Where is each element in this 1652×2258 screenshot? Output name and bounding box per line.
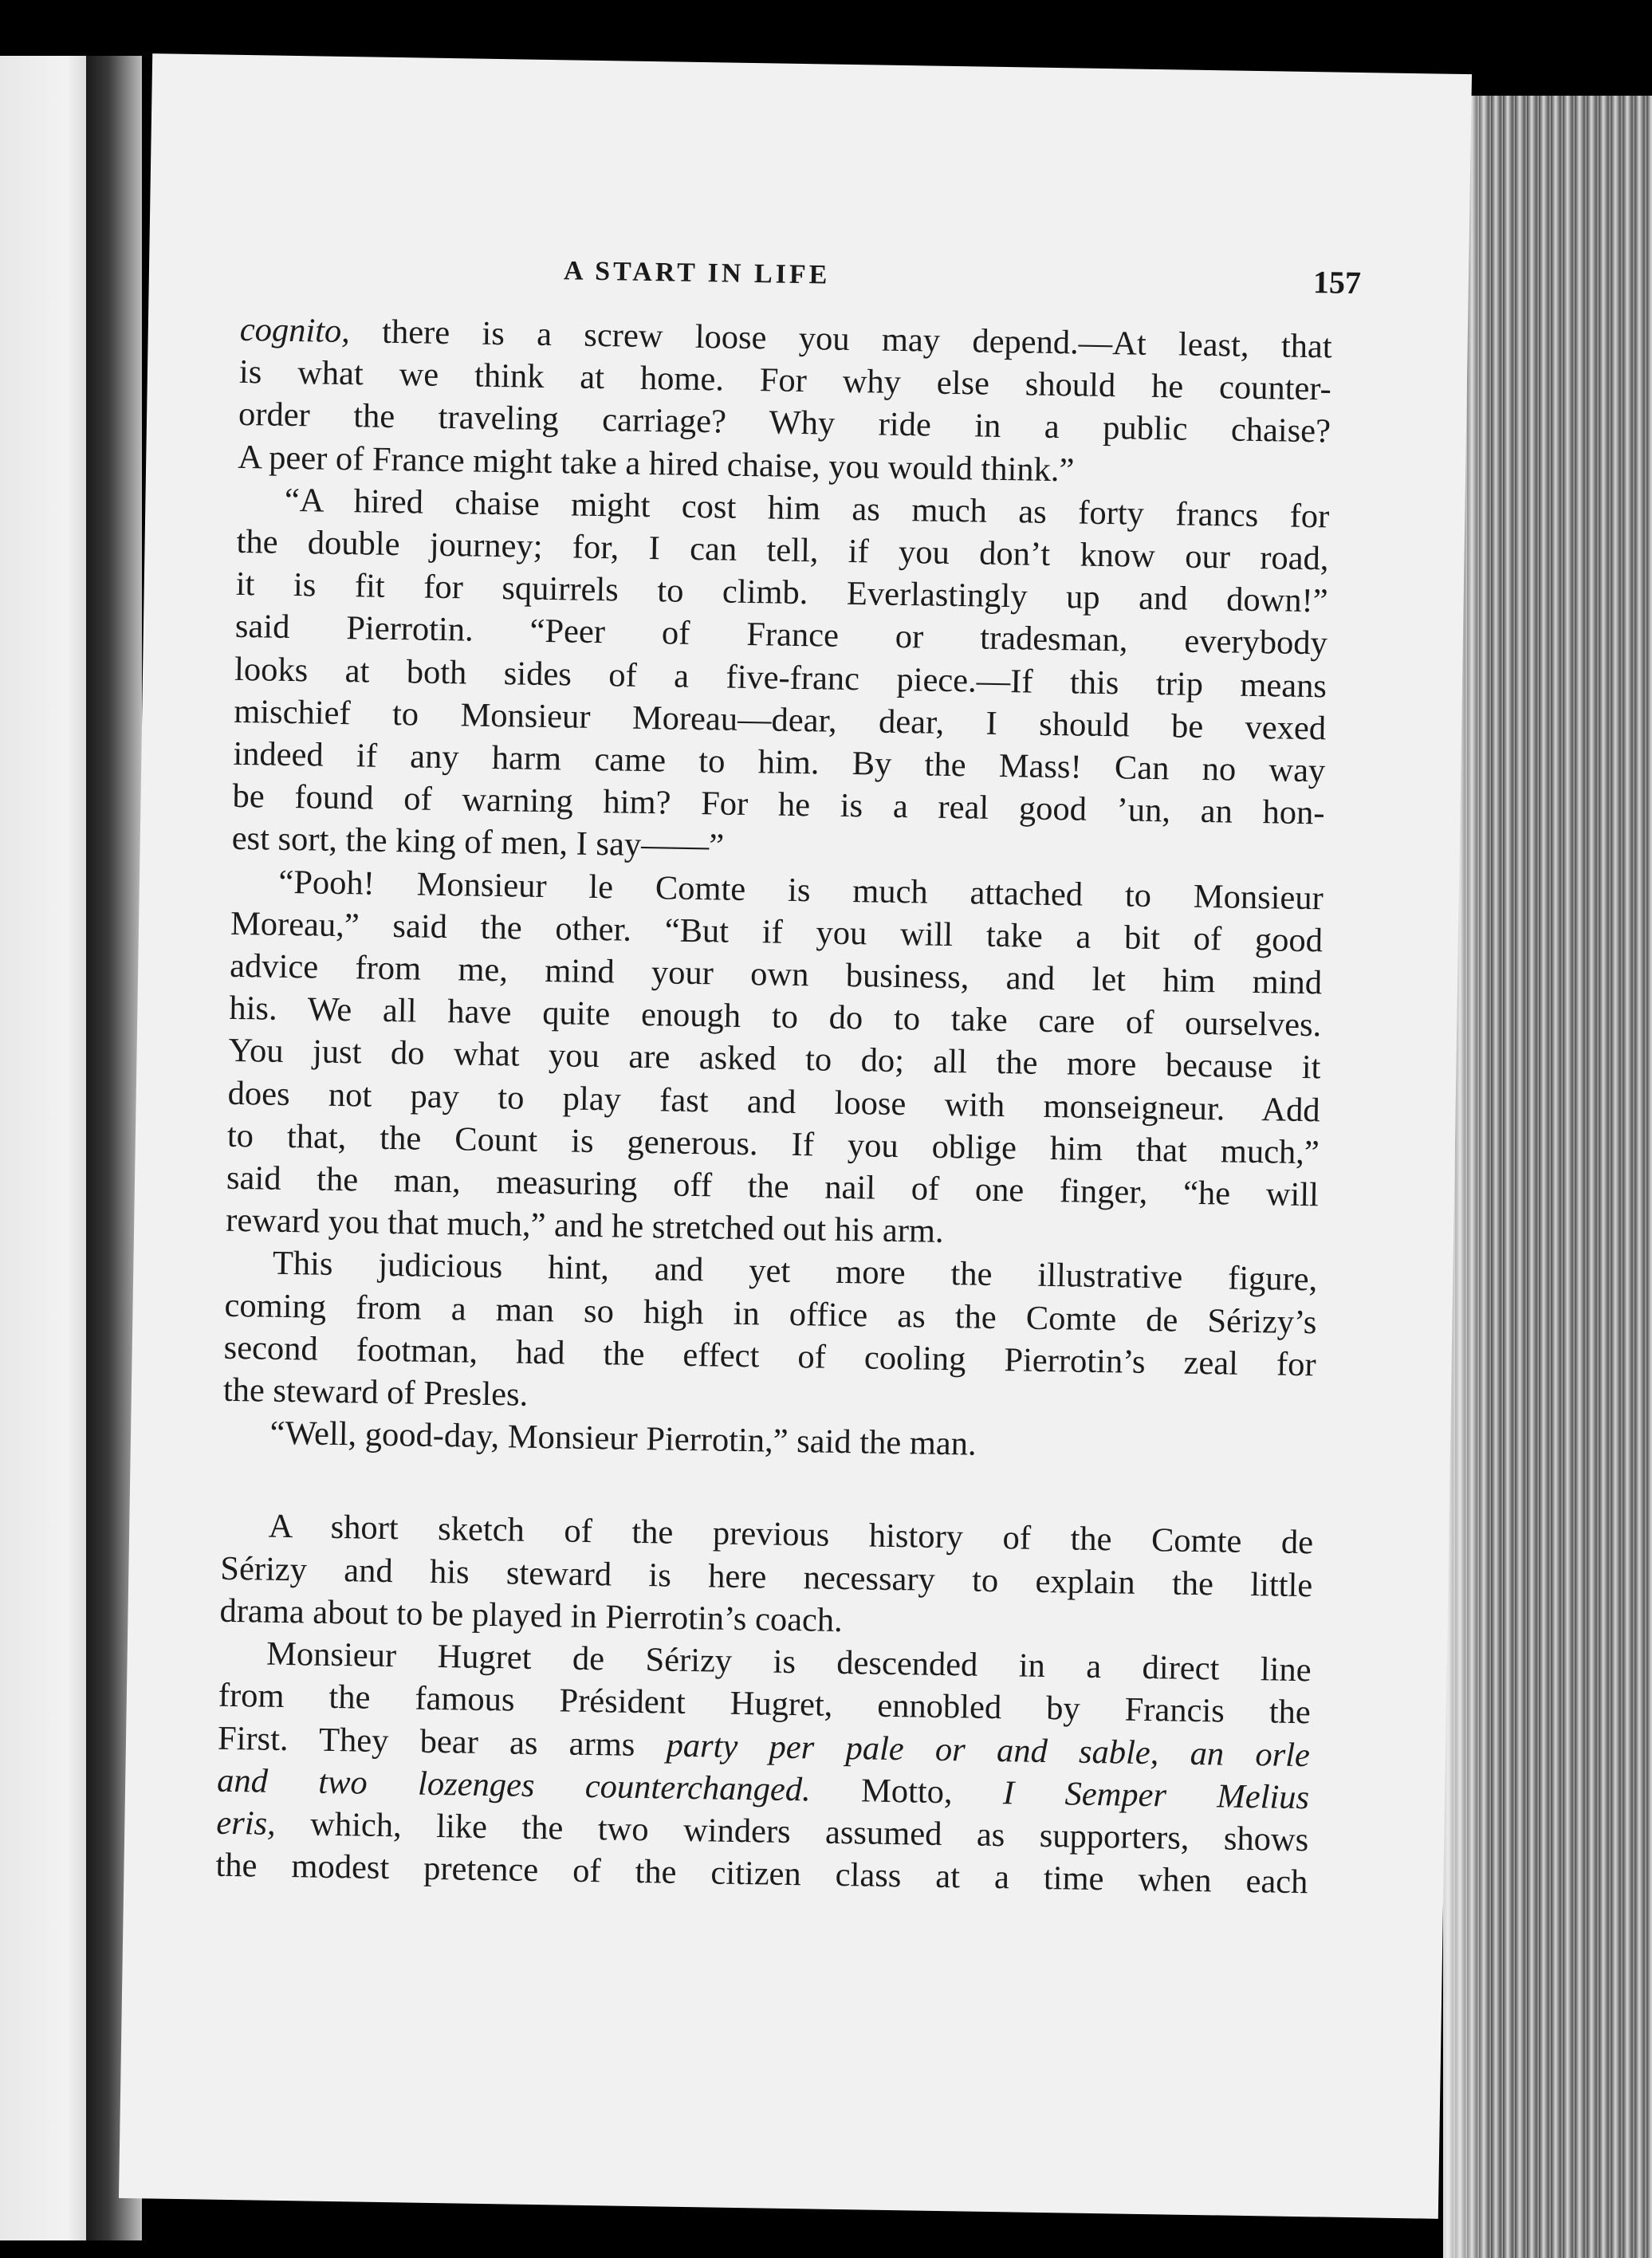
text-run: second footman, had the effect of cooling Pierrotin’s zeal for (223, 1328, 1316, 1384)
text-run: “Pooh! Monsieur le Comte is much attached to Monsieur (278, 863, 1324, 918)
text-run: “A hired chaise might cost him as much as forty francs for (284, 481, 1330, 536)
text-run: to that, the Count is generous. If you oblige him that much,” (226, 1116, 1320, 1172)
text-run: be found of warning him? For he is a real good ’un, an hon- (232, 777, 1325, 832)
text-run: his. We all have quite enough to do to take care of ourselves. (229, 989, 1322, 1044)
text-run: Monsieur Hugret de Sérizy is descended in a direct line (266, 1634, 1312, 1690)
text-run: coming from a man so high in office as the Comte de Sérizy’s (224, 1286, 1317, 1341)
text-run: there is a screw loose you may depend.—At least, that (349, 313, 1333, 366)
text-run: the modest pretence of the citizen class at a time when each (215, 1846, 1308, 1902)
text-run: indeed if any harm came to him. By the Mass! Can no way (233, 734, 1326, 790)
running-head: A START IN LIFE (563, 256, 831, 290)
italic-text: party per pale or and sable, an orle (666, 1726, 1311, 1774)
paragraph (231, 478, 1329, 877)
text-run: which, like the two winders assumed as supporters, shows (275, 1804, 1309, 1859)
text-run: it is fit for squirrels to climb. Everlastingly up and down!” (235, 565, 1328, 620)
text-run: the steward of Presles. (222, 1371, 529, 1414)
book-page (119, 53, 1472, 2219)
paragraph (215, 1632, 1312, 1904)
text-run: Moreau,” said the other. “But if you will take a bit of good (230, 904, 1324, 960)
text-run: from the famous Président Hugret, ennobled by Francis the (218, 1677, 1312, 1732)
italic-text: eris, (216, 1804, 277, 1843)
text-run: drama about to be played in Pierrotin’s coach. (219, 1591, 844, 1639)
text-run: Sérizy and his steward is here necessary to explain the little (220, 1549, 1313, 1604)
text-run: Motto, (810, 1771, 1004, 1812)
text-run: First. They bear as arms (217, 1719, 667, 1764)
text-run: This judicious hint, and yet more the illustrative figure, (272, 1245, 1318, 1299)
page-header (244, 246, 1361, 320)
text-run: A peer of France might take a hired chaise, you would think.” (237, 438, 1075, 489)
paragraph (222, 1241, 1317, 1428)
text-run: mischief to Monsieur Moreau—dear, dear, I should be vexed (233, 692, 1327, 748)
text-run: advice from me, mind your own business, and let him mind (229, 946, 1323, 1002)
page-number: 157 (1312, 264, 1362, 301)
text-run: A short sketch of the previous history of the Comte de (268, 1508, 1314, 1562)
text-run: looks at both sides of a five-franc piece.—If this trip means (234, 650, 1328, 706)
text-run: est sort, the king of men, I say——” (231, 820, 725, 865)
text-run: is what we think at home. For why else should he counter- (238, 353, 1332, 408)
paragraph (238, 309, 1332, 495)
paragraph (226, 860, 1324, 1258)
facing-page-edge (0, 56, 96, 2240)
body-text (215, 309, 1332, 1904)
italic-text: and two lozenges counterchanged. (216, 1761, 812, 1809)
italic-text: I Semper Melius (1002, 1773, 1310, 1816)
text-run: does not pay to play fast and loose with monseigneur. Add (227, 1074, 1320, 1129)
paragraph (219, 1505, 1313, 1649)
text-run: reward you that much,” and he stretched out his arm. (225, 1202, 944, 1251)
text-run: said Pierrotin. “Peer of France or tradesman, everybody (234, 608, 1328, 663)
text-run: You just do what you are asked to do; all the more because it (228, 1032, 1321, 1087)
text-run: said the man, measuring off the nail of one finger, “he will (226, 1159, 1320, 1214)
text-run: order the traveling carriage? Why ride in a public chaise? (238, 395, 1331, 450)
italic-text: cognito, (239, 310, 351, 351)
text-run: “Well, good-day, Monsieur Pierrotin,” said the man. (269, 1414, 977, 1463)
text-run: the double journey; for, I can tell, if you don’t know our road, (236, 522, 1329, 578)
